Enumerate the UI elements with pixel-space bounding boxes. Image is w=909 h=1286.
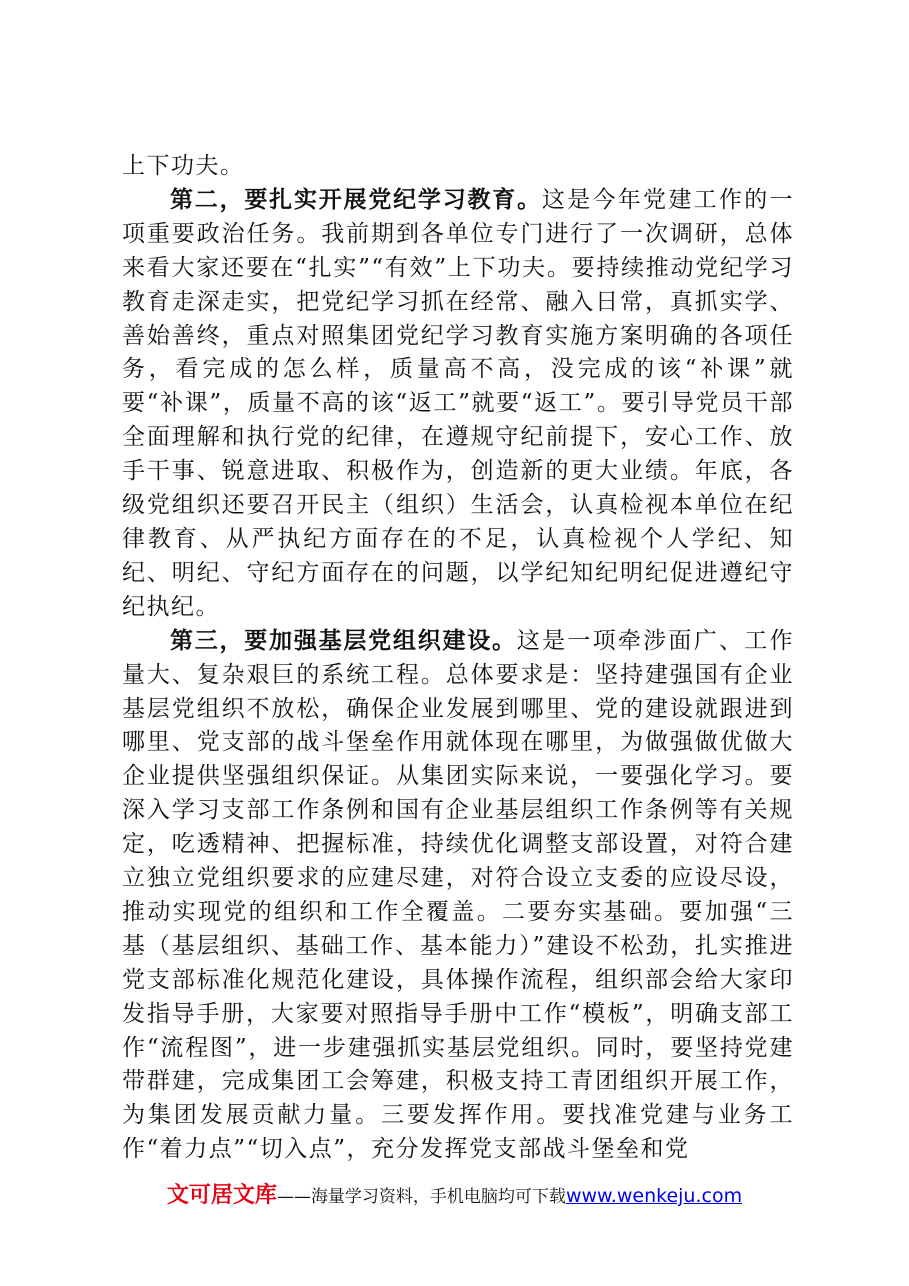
paragraph-party-discipline-education [122,184,794,625]
paragraph-continuation [122,150,794,184]
footer-slogan: ——海量学习资料，手机电脑均可下载 [276,1187,566,1207]
footer-website-link[interactable]: www.wenkeju.com [565,1185,743,1207]
paragraph-grassroots-organization [122,625,794,1168]
paragraph-heading: 第三，要加强基层党组织建设。 [170,627,517,654]
paragraph-heading: 第二，要扎实开展党纪学习教育。 [170,186,542,213]
paragraph-text: 上下功夫。 [122,153,245,179]
page-footer [0,1183,909,1210]
paragraph-text: 这是今年党建工作的一项重要政治任务。我前期到各单位专门进行了一次调研，总体来看大家还要在“扎实”“有效”上下功夫。要持续推动党纪学习教育走深走实，把党纪学习抓在经常、融入日常，真抓实学、善始善终，重点对照集团党纪学习教育实施方案明确的各项任务，看完成的怎么样，质量高不高，没完成的该“补课”就要“补课”，质量不高的该“返工”就要“返工”。要引导党员干部全面理解和执行党的纪律，在遵规守纪前提下，安心工作、放手干事、锐意进取、积极作为，创造新的更大业绩。年底，各级党组织还要召开民主（组织）生活会，认真检视本单位在纪律教育、从严执纪方面存在的不足，认真检视个人学纪、知纪、明纪、守纪方面存在的问题，以学纪知纪明纪促进遵纪守纪执纪。 [122,186,795,620]
paragraph-text: 这是一项牵涉面广、工作量大、复杂艰巨的系统工程。总体要求是：坚持建强国有企业基层党组织不放松，确保企业发展到哪里、党的建设就跟进到哪里、党支部的战斗堡垒作用就体现在哪里，为做强做优做大企业提供坚强组织保证。从集团实际来说，一要强化学习。要深入学习支部工作条例和国有企业基层组织工作条例等有关规定，吃透精神、把握标准，持续优化调整支部设置，对符合建立独立党组织要求的应建尽建，对符合设立支委的应设尽设，推动实现党的组织和工作全覆盖。二要夯实基础。要加强“三基（基层组织、基础工作、基本能力）”建设不松劲，扎实推进党支部标准化规范化建设，具体操作流程，组织部会给大家印发指导手册，大家要对照指导手册中工作“模板”，明确支部工作“流程图”，进一步建强抓实基层党组织。同时，要坚持党建带群建，完成集团工会筹建，积极支持工青团组织开展工作，为集团发展贡献力量。三要发挥作用。要找准党建与业务工作“着力点”“切入点”，充分发挥党支部战斗堡垒和党 [122,627,795,1163]
document-body [122,150,794,1167]
footer-brand: 文可居文库 [166,1183,277,1208]
